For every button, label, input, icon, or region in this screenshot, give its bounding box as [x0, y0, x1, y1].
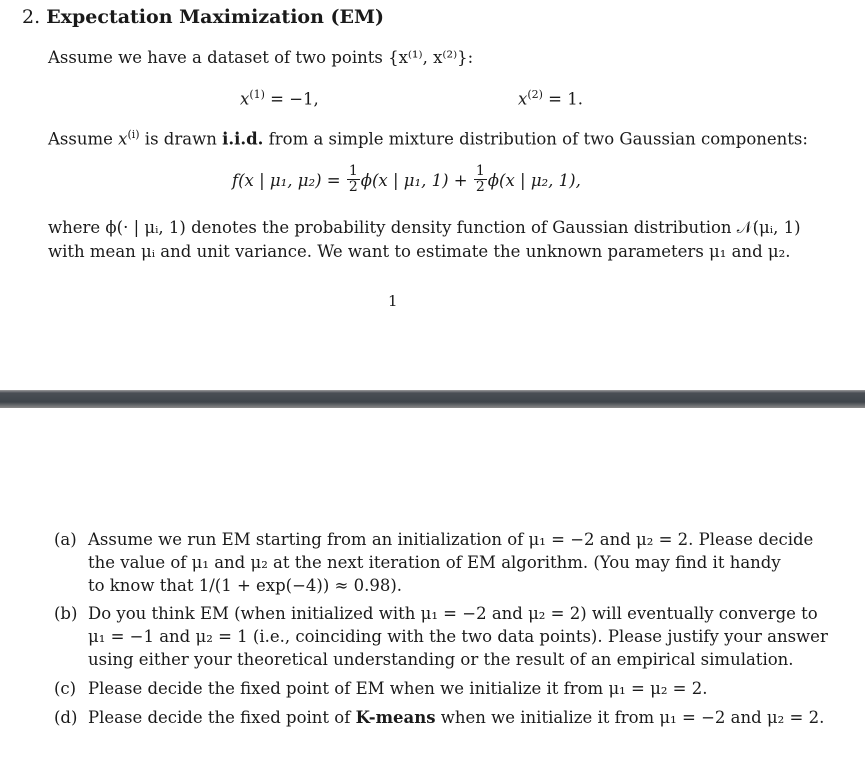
- where-line-2: with mean μᵢ and unit variance. We want to estimate the unknown parameters μ₁ and μ₂.: [48, 242, 791, 261]
- x2-sup: (2): [527, 88, 543, 101]
- half-num-2: 1: [475, 163, 485, 179]
- assume-post: from a simple mixture distribution of two Gaussian components:: [263, 129, 808, 149]
- section-title: Expectation Maximization (EM): [46, 6, 385, 28]
- half-den-2: 2: [475, 179, 485, 195]
- assume-sup: (i): [127, 128, 140, 141]
- kmeans-bold: K-means: [355, 708, 436, 727]
- question-b-line-3: using either your theoretical understanding or the result of an empirical simulation.: [88, 650, 794, 669]
- section-heading: [22, 6, 384, 28]
- question-c-label: (c): [54, 679, 77, 698]
- question-a-line-2: the value of μ₁ and μ₂ at the next iteration of EM algorithm. (You may find it handy: [88, 553, 781, 572]
- point-x1-equation: [240, 88, 319, 109]
- question-b-line-1: Do you think EM (when initialized with μ₁ = −2 and μ₂ = 2) will eventually converge to: [88, 604, 818, 623]
- page-number: 1: [388, 292, 398, 310]
- x1-var: x: [240, 89, 250, 109]
- half-den-1: 2: [348, 179, 358, 195]
- x2-var: x: [518, 89, 528, 109]
- mixture-term-1: ϕ(x | μ₁, 1) +: [360, 171, 473, 190]
- question-d-pre: Please decide the fixed point of: [88, 708, 356, 727]
- x1-value: = −1,: [264, 89, 319, 109]
- question-a-label: (a): [54, 530, 77, 549]
- assumption-text: [48, 128, 808, 149]
- question-a-line-1: Assume we run EM starting from an initialization of μ₁ = −2 and μ₂ = 2. Please decide: [88, 530, 814, 549]
- section-number: 2.: [22, 6, 41, 28]
- where-line-1: where ϕ(· | μᵢ, 1) denotes the probability density function of Gaussian distribution 𝒩(μᵢ, 1): [48, 218, 801, 237]
- mixture-lhs: f(x | μ₁, μ₂) =: [232, 171, 346, 190]
- question-d-post: when we initialize it from μ₁ = −2 and μ₂ = 2.: [435, 708, 825, 727]
- half-fraction-2: [474, 164, 487, 195]
- point-x2-equation: [518, 88, 583, 109]
- half-num-1: 1: [348, 163, 358, 179]
- question-c-line-1: Please decide the fixed point of EM when we initialize it from μ₁ = μ₂ = 2.: [88, 679, 708, 698]
- intro-text: Assume we have a dataset of two points {x⁽¹⁾, x⁽²⁾}:: [48, 48, 474, 67]
- assume-mid: is drawn: [139, 129, 223, 149]
- iid-bold: i.i.d.: [222, 129, 264, 149]
- x1-sup: (1): [249, 88, 265, 101]
- x2-value: = 1.: [542, 89, 583, 109]
- question-a-line-3: to know that 1/(1 + exp(−4)) ≈ 0.98).: [88, 576, 403, 595]
- mixture-equation: [232, 163, 581, 197]
- question-b-label: (b): [54, 604, 78, 623]
- mixture-term-2: ϕ(x | μ₂, 1),: [487, 171, 581, 190]
- assume-var: x: [118, 129, 128, 149]
- page-separator: [0, 390, 865, 408]
- question-d-line-1: [88, 708, 824, 727]
- question-b-line-2: μ₁ = −1 and μ₂ = 1 (i.e., coinciding with the two data points). Please justify your answer: [88, 627, 828, 646]
- assume-pre: Assume: [48, 129, 119, 149]
- question-d-label: (d): [54, 708, 78, 727]
- half-fraction-1: [347, 164, 360, 195]
